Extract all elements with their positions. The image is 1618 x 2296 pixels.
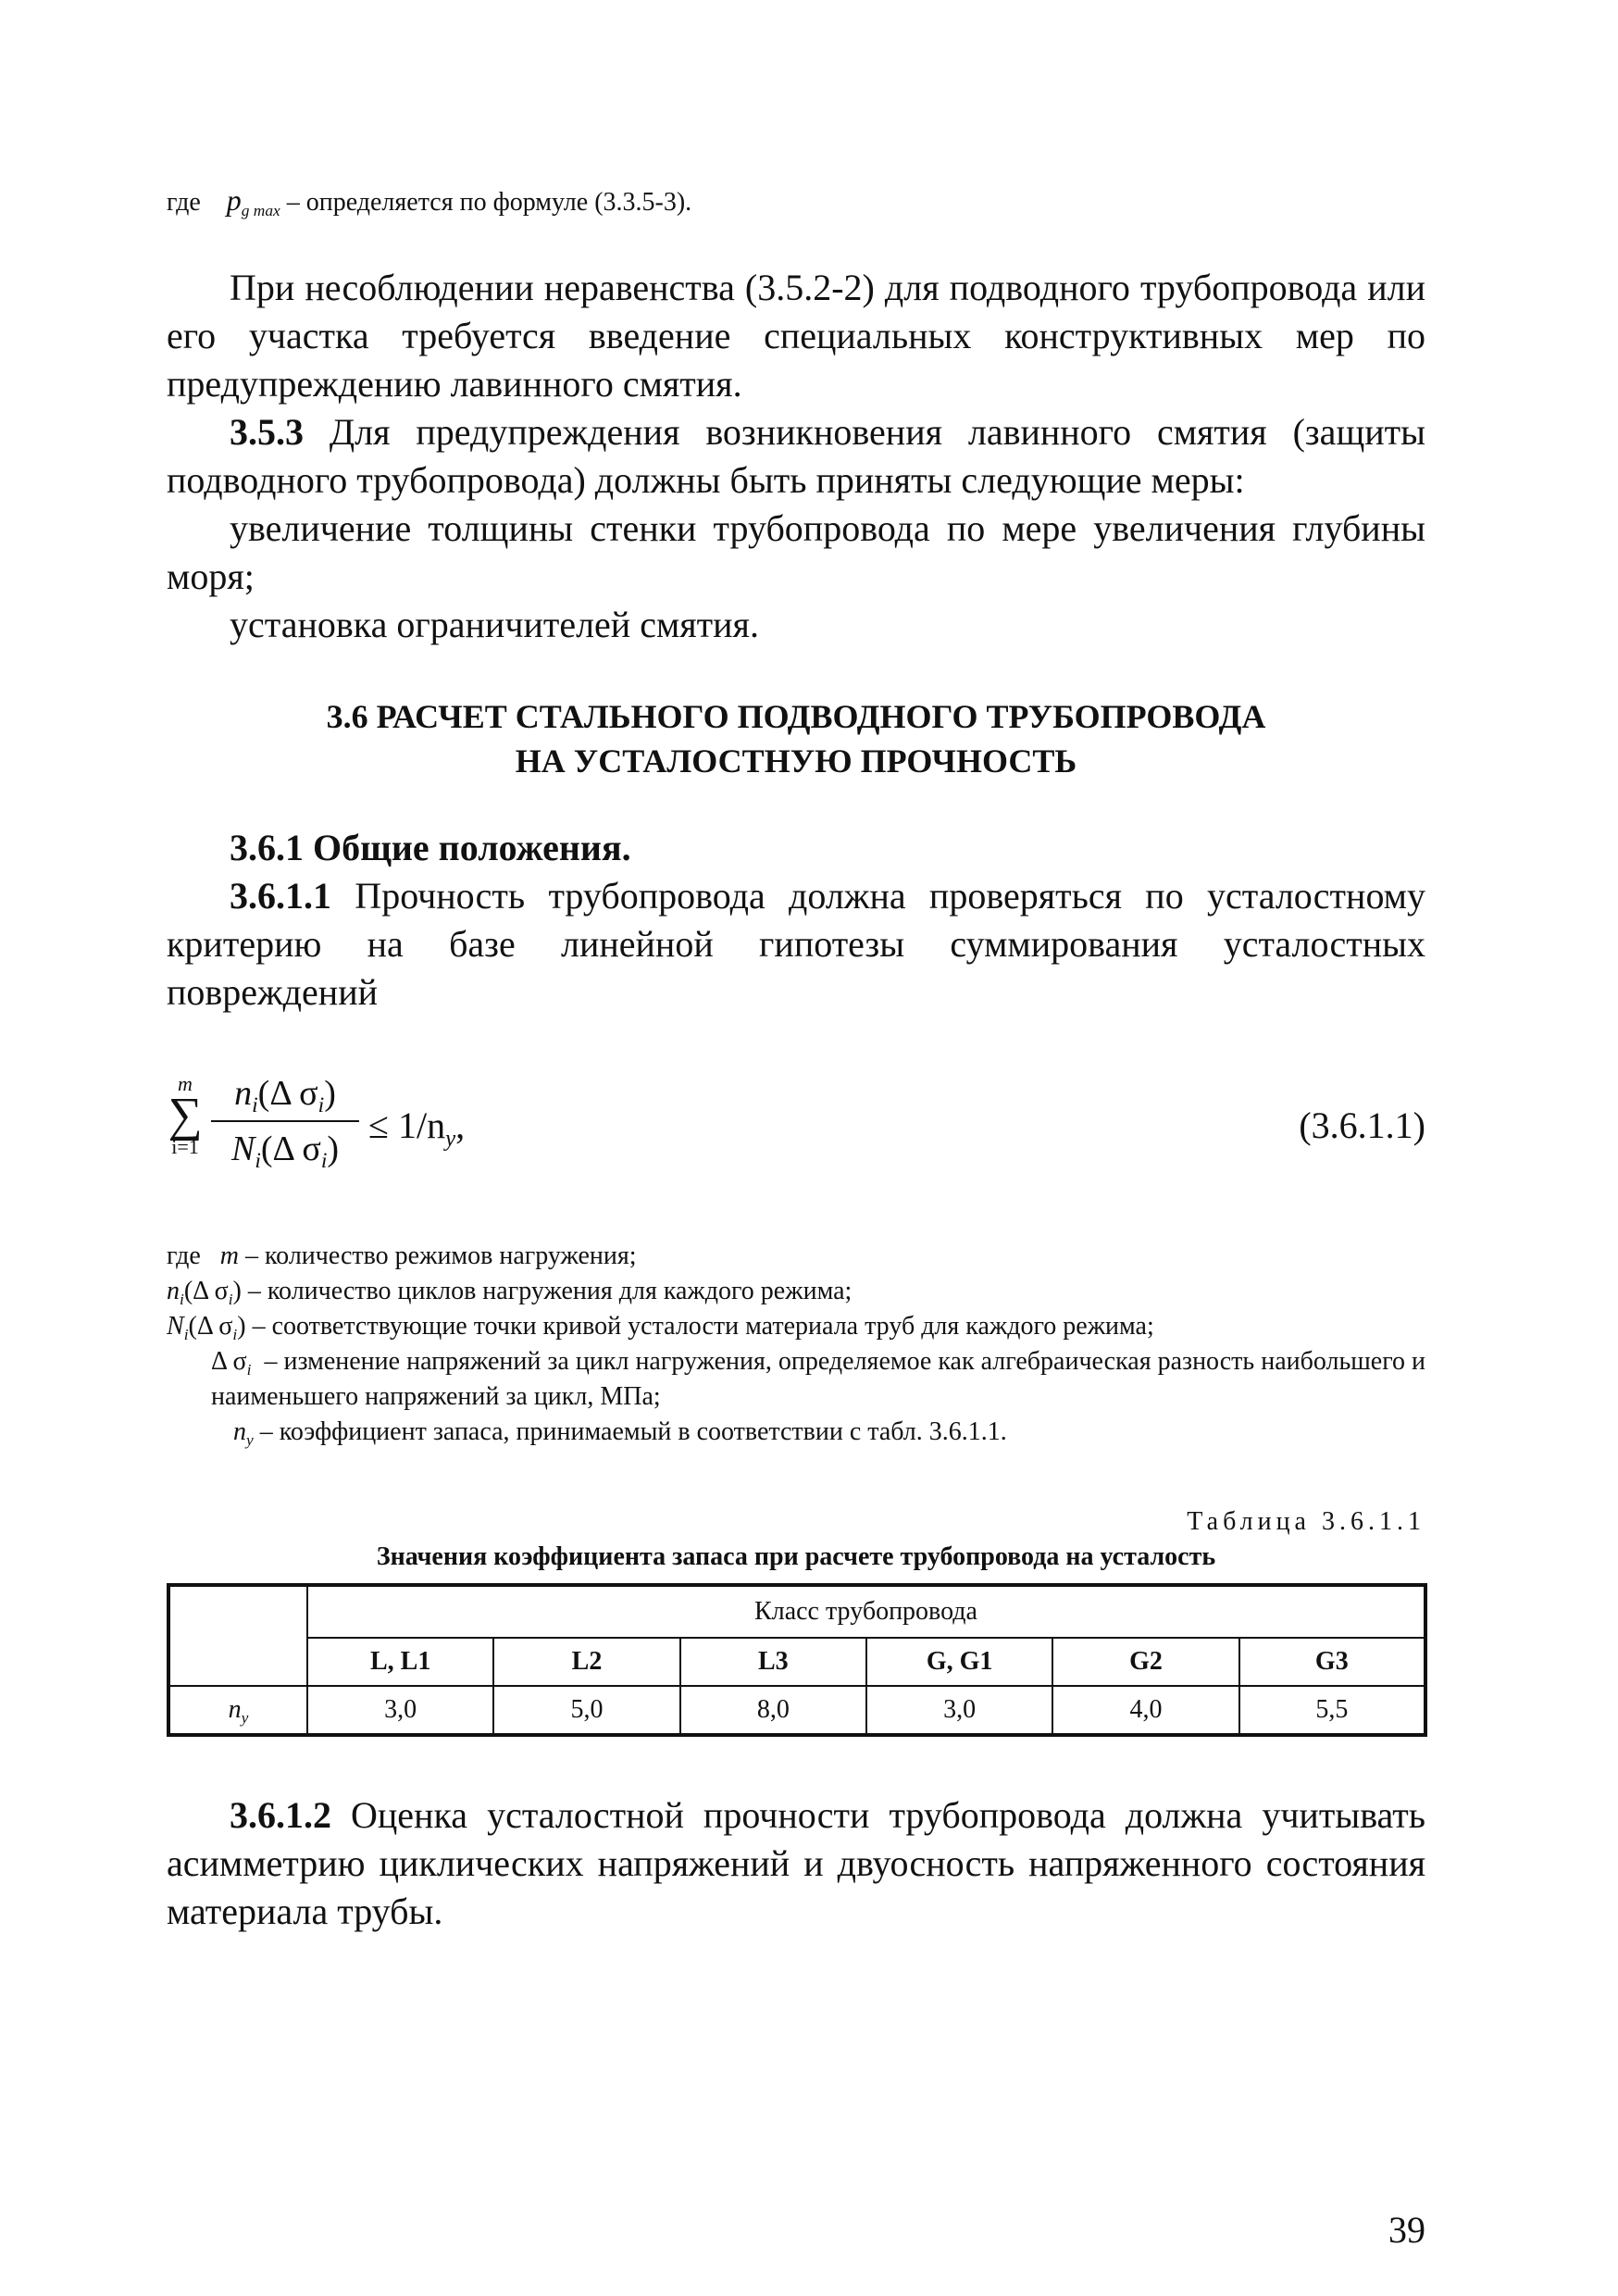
table-title: Значения коэффициента запаса при расчете трубопровода на усталость [376,1542,1216,1571]
sigma-symbol: ∑ [168,1089,203,1142]
top-line [167,183,1425,219]
table-group-header: Класс трубопровода [307,1585,1425,1638]
safety-factor-table [167,1583,1427,1737]
table-col-header: G, G1 [866,1638,1052,1686]
legend-item-n: $n_i(\Delta$ $\sigma_i$) – количество циклов нагружения для каждого режима; [167,1277,853,1309]
paragraph-5 [167,872,1425,1017]
paragraph-2 [167,408,1425,505]
paragraph-5-number: 3.6.1.1 [230,875,331,917]
paragraph-3: увеличение толщины стенки трубопровода по мере увеличения глубины моря; [167,507,1425,597]
table-cell: 4,0 [1052,1686,1238,1735]
legend-item-ny: $n_y$ – коэффициент запаса, принимаемый в соответствии с табл. 3.6.1.1. [233,1417,1007,1450]
section-heading-line-2: НА УСТАЛОСТНУЮ ПРОЧНОСТЬ [515,742,1077,780]
sum-upper-limit: m [178,1072,193,1095]
section-heading [167,694,1425,783]
table-caption: Таблица 3.6.1.1 [1187,1507,1425,1536]
legend-item-m: где m – количество режимов нагружения; [167,1242,637,1270]
paragraph-2-number: 3.5.3 [230,411,304,453]
fraction [211,1068,359,1174]
paragraph-6 [167,1791,1425,1936]
top-line-text: – определяется по формуле (3.3.5-3). [286,188,692,217]
legend-item-delta-sigma: Δ $\sigma_i$ – изменение напряжений за цикл нагружения, определяемое как алгебраическая разность наибольшего и наименьшего напряжений за цикл, МПа; [211,1347,1426,1411]
table-header-row-1 [168,1585,1425,1638]
paragraph-6-number: 3.6.1.2 [230,1794,331,1836]
formula-rhs: ≤ $1/n_y$, [368,1104,466,1152]
table-cell: 5,5 [1239,1686,1425,1735]
table-row-label: $n_y$ [168,1686,307,1735]
fraction-bar [211,1120,359,1122]
table-cell: 3,0 [307,1686,493,1735]
table-header-row-2 [168,1638,1425,1686]
table-col-header: L3 [680,1638,866,1686]
paragraph-1: При несоблюдении неравенства (3.5.2-2) для подводного трубопровода или его участка требуется введение специальных конструктивных мер по предупреждению лавинного смятия. [167,267,1425,405]
table-cell: 5,0 [493,1686,679,1735]
paragraph-2-text: Для предупреждения возникновения лавинного смятия (защиты подводного трубопровода) должны быть приняты следующие меры: [167,411,1425,501]
table-corner-cell [168,1585,307,1686]
formula-number: (3.6.1.1) [1299,1104,1425,1146]
table-col-header: L, L1 [307,1638,493,1686]
legend-item-N: $N_i(\Delta$ $\sigma_i$) – соответствующие точки кривой усталости материала труб для каждого режима; [167,1312,1154,1344]
table-col-header: G2 [1052,1638,1238,1686]
table-col-header: G3 [1239,1638,1425,1686]
section-heading-line-1: 3.6 РАСЧЕТ СТАЛЬНОГО ПОДВОДНОГО ТРУБОПРОВОДА [326,698,1266,735]
fraction-numerator: $n_i(\Delta$ $\sigma_i$) [234,1074,336,1118]
top-line-prefix: где [167,188,201,217]
paragraph-6-text: Оценка усталостной прочности трубопровода должна учитывать асимметрию циклических напряжений и двуосность напряженного состояния материала трубы. [167,1794,1425,1932]
paragraph-4: установка ограничителей смятия. [230,604,759,645]
table-cell: 8,0 [680,1686,866,1735]
paragraph-5-text: Прочность трубопровода должна проверяться по усталостному критерию на базе линейной гипотезы суммирования усталостных повреждений [167,875,1425,1013]
sub-heading: 3.6.1 Общие положения. [230,827,631,868]
top-line-symbol: p [226,183,242,217]
summation [167,1074,204,1157]
sum-lower-limit: i=1 [171,1135,199,1158]
formula-3-6-1-1 [167,1065,1425,1194]
formula-legend [167,1239,1425,1450]
table-row [168,1686,1425,1735]
fraction-denominator: $N_i(\Delta$ $\sigma_i$) [230,1129,340,1174]
table-cell: 3,0 [866,1686,1052,1735]
top-line-symbol-sub: g max [241,202,280,220]
page-number: 39 [1388,2209,1425,2251]
table-col-header: L2 [493,1638,679,1686]
